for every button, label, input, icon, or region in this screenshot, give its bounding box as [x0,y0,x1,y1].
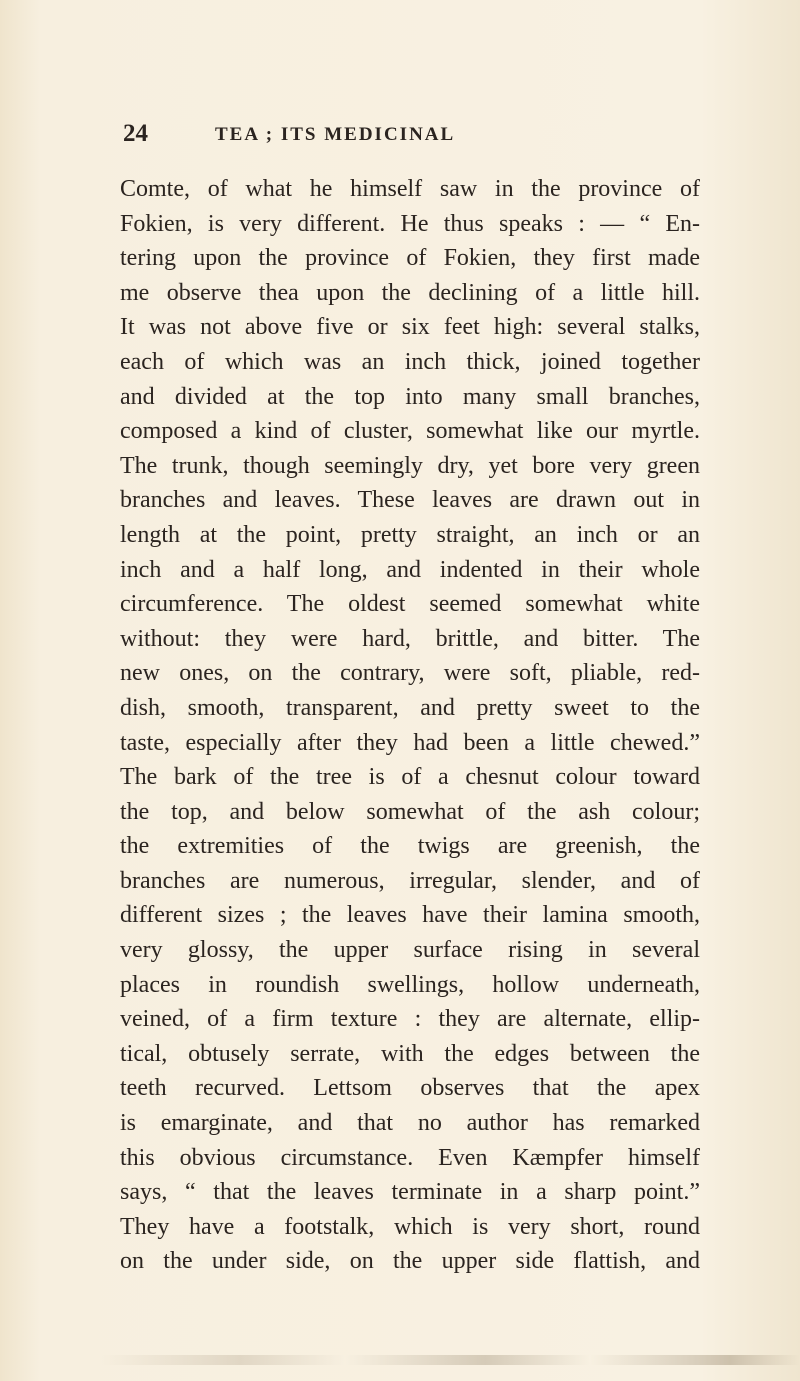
text-line: length at the point, pretty straight, an inch or an [120,521,700,548]
text-line: circumference. The oldest seemed somewhat white [120,591,700,618]
text-line: veined, of a firm texture : they are alternate, ellip- [120,1006,700,1033]
text-line: me observe thea upon the declining of a little hill. [120,279,700,306]
text-line: taste, especially after they had been a little chewed.” [120,729,700,756]
text-line: The bark of the tree is of a chesnut colour toward [120,764,700,791]
text-line: branches are numerous, irregular, slender, and of [120,867,700,894]
page-number: 24 [123,120,148,147]
text-line: on the under side, on the upper side flattish, and [120,1248,700,1275]
body-text [120,172,700,1279]
text-line: It was not above five or six feet high: several stalks, [120,314,700,341]
running-head: TEA ; ITS MEDICINAL [215,124,456,145]
text-line: each of which was an inch thick, joined together [120,348,700,375]
text-line: dish, smooth, transparent, and pretty sweet to the [120,694,700,721]
text-line: without: they were hard, brittle, and bitter. The [120,625,700,652]
text-line: is emarginate, and that no author has remarked [120,1110,700,1137]
text-line: The trunk, though seemingly dry, yet bore very green [120,452,700,479]
text-line: teeth recurved. Lettsom observes that the apex [120,1075,700,1102]
text-line: They have a footstalk, which is very short, round [120,1213,700,1240]
text-line: new ones, on the contrary, were soft, pliable, red- [120,660,700,687]
text-line: Comte, of what he himself saw in the province of [120,176,700,202]
text-line: this obvious circumstance. Even Kæmpfer himself [120,1144,700,1171]
text-line: and divided at the top into many small branches, [120,383,700,410]
text-line: branches and leaves. These leaves are drawn out in [120,487,700,514]
text-line: tering upon the province of Fokien, they first made [120,245,700,272]
text-line: Fokien, is very different. He thus speaks : — “ En- [120,210,700,237]
text-line: inch and a half long, and indented in their whole [120,556,700,583]
text-line: places in roundish swellings, hollow underneath, [120,971,700,998]
text-line: tical, obtusely serrate, with the edges between the [120,1040,700,1067]
page-edge-smudge [100,1355,800,1365]
text-line: the top, and below somewhat of the ash colour; [120,798,700,825]
text-line: says, “ that the leaves terminate in a sharp point.” [120,1179,700,1206]
text-line: different sizes ; the leaves have their lamina smooth, [120,902,700,929]
text-line: composed a kind of cluster, somewhat like our myrtle. [120,418,700,445]
text-line: the extremities of the twigs are greenish, the [120,833,700,860]
text-line: very glossy, the upper surface rising in several [120,937,700,964]
